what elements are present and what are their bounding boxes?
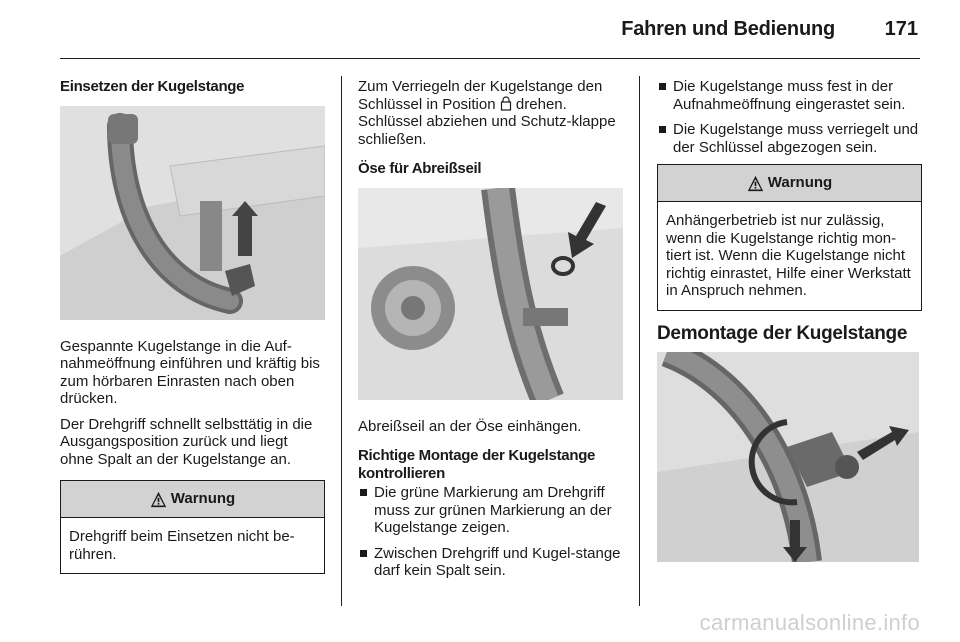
warning-title: Warnung — [170, 490, 236, 508]
watermark: carmanualsonline.info — [699, 610, 920, 635]
header-divider — [60, 58, 920, 59]
check-list — [358, 484, 626, 580]
page-number: 171 — [884, 18, 918, 40]
warning-header — [61, 481, 324, 518]
warning-triangle-icon — [747, 175, 764, 192]
list-item: Die Kugelstange muss verriegelt und der Schlüssel abgezogen sein. — [657, 121, 922, 156]
paragraph-eye: Abreißseil an der Öse einhängen. — [358, 417, 582, 435]
column-divider-left — [341, 76, 342, 606]
warning-text: Anhängerbetrieb ist nur zulässig, wenn die Kugelstange richtig mon-tiert ist. Wenn die Kugelstange nicht richtig einrastet, Hilfe einer Werkstatt in Anspruch nehmen. — [666, 212, 911, 299]
section-heading-eye: Öse für Abreißseil — [358, 160, 482, 177]
warning-header — [658, 165, 921, 202]
illustration-ball-bar-removal — [657, 352, 919, 562]
chapter-title: Fahren und Bedienung — [621, 18, 835, 40]
column-divider-right — [639, 76, 640, 606]
warning-triangle-icon — [150, 491, 167, 508]
list-item: Zwischen Drehgriff und Kugel-stange darf kein Spalt sein. — [358, 545, 626, 580]
list-item: Die grüne Markierung am Drehgriff muss zur grünen Markierung an der Kugelstange zeigen. — [358, 484, 626, 537]
column-3 — [657, 78, 922, 562]
paragraph-lock-part-2: drehen. Schlüssel abziehen und Schutz-klappe schließen. — [358, 95, 616, 148]
paragraph-lock — [358, 78, 626, 148]
section-heading-check: Richtige Montage der Kugelstange kontrollieren — [358, 447, 596, 482]
lock-symbol-icon — [500, 96, 512, 111]
warning-title: Warnung — [767, 174, 833, 192]
illustration-breakaway-eye — [358, 188, 623, 400]
paragraph-lock-part-1: Zum Verriegeln der Kugelstange den Schlüssel in Position — [358, 78, 603, 113]
warning-box-2 — [657, 164, 922, 311]
check-list-continued — [657, 78, 922, 156]
column-2 — [358, 78, 626, 588]
warning-box-1 — [60, 480, 325, 574]
illustration-ball-bar-insert — [60, 106, 325, 320]
warning-text: Drehgriff beim Einsetzen nicht be-rühren. — [69, 528, 295, 563]
section-heading-removal: Demontage der Kugelstange — [657, 322, 908, 344]
section-heading-insert: Einsetzen der Kugelstange — [60, 78, 245, 95]
paragraph-insert-2: Der Drehgriff schnellt selbsttätig in die Ausgangsposition zurück und liegt ohne Spalt an der Kugelstange an. — [60, 415, 313, 468]
list-item: Die Kugelstange muss fest in der Aufnahmeöffnung eingerastet sein. — [657, 78, 922, 113]
column-1 — [60, 78, 325, 574]
paragraph-insert-1: Gespannte Kugelstange in die Auf-nahmeöffnung einführen und kräftig bis zum hörbaren Einrasten nach oben drücken. — [60, 337, 320, 407]
